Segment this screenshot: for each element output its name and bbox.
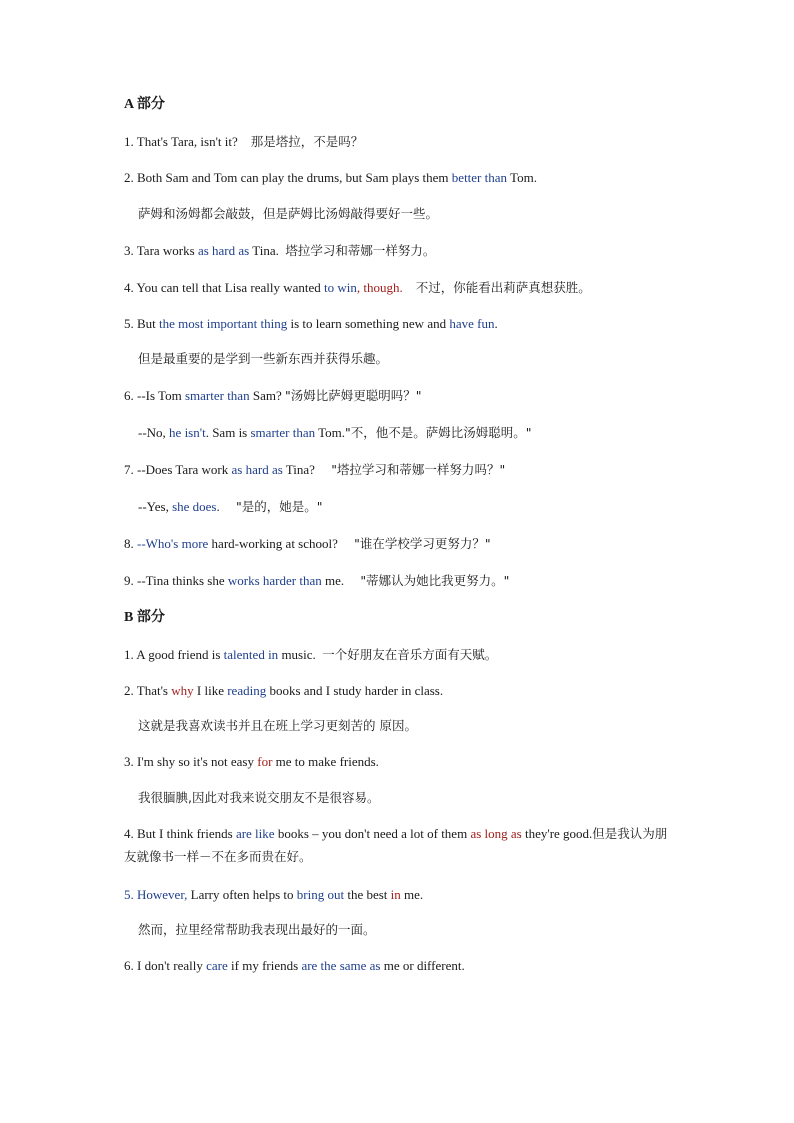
b-line-5-translation: 然而，拉里经常帮助我表现出最好的一面。 (138, 922, 376, 937)
b-line-2: 2. That's why I like reading books and I study harder in class. (124, 683, 444, 698)
b-line-2-translation: 这就是我喜欢读书并且在班上学习更刻苦的 原因。 (138, 718, 417, 733)
b-line-4: 4. But I think friends are like books – you don't need a lot of them as long as they're good.但是我认为朋友就像书一样－不在多而贵在好。 (124, 826, 668, 864)
a-line-7-answer: --Yes, she does. "是的，她是。" (138, 499, 323, 514)
b-line-6: 6. I don't really care if my friends are the same as me or different. (124, 958, 465, 973)
a-line-5: 5. But the most important thing is to learn something new and have fun. (124, 316, 498, 331)
a-line-1: 1. That's Tara, isn't it? 那是塔拉，不是吗？ (124, 134, 364, 149)
a-line-4: 4. You can tell that Lisa really wanted to win, though. 不过，你能看出莉萨真想获胜。 (124, 280, 591, 295)
a-line-9: 9. --Tina thinks she works harder than me. "蒂娜认为她比我更努力。" (124, 573, 510, 588)
a-line-2: 2. Both Sam and Tom can play the drums, but Sam plays them better than Tom. (124, 170, 537, 185)
a-line-5-translation: 但是最重要的是学到一些新东西并获得乐趣。 (138, 351, 389, 366)
a-line-3: 3. Tara works as hard as Tina. 塔拉学习和蒂娜一样努力。 (124, 243, 436, 258)
b-line-1: 1. A good friend is talented in music. 一个好朋友在音乐方面有天赋。 (124, 647, 498, 662)
b-line-3-translation: 我很腼腆,因此对我来说交朋友不是很容易。 (138, 790, 380, 805)
section-b-heading: B 部分 (124, 610, 165, 625)
a-line-2-translation: 萨姆和汤姆都会敲鼓，但是萨姆比汤姆敲得要好一些。 (138, 206, 439, 221)
b-line-3: 3. I'm shy so it's not easy for me to make friends. (124, 754, 379, 769)
a-line-7: 7. --Does Tara work as hard as Tina? "塔拉学习和蒂娜一样努力吗？" (124, 462, 506, 477)
a-line-6: 6. --Is Tom smarter than Sam? "汤姆比萨姆更聪明吗？" (124, 388, 422, 403)
b-line-5: 5. However, Larry often helps to bring out the best in me. (124, 887, 424, 902)
a-line-6-answer: --No, he isn't. Sam is smarter than Tom."不，他不是。萨姆比汤姆聪明。" (138, 425, 532, 440)
section-a-heading: A 部分 (124, 97, 165, 112)
a-line-8: 8. --Who's more hard-working at school? "谁在学校学习更努力？" (124, 536, 491, 551)
